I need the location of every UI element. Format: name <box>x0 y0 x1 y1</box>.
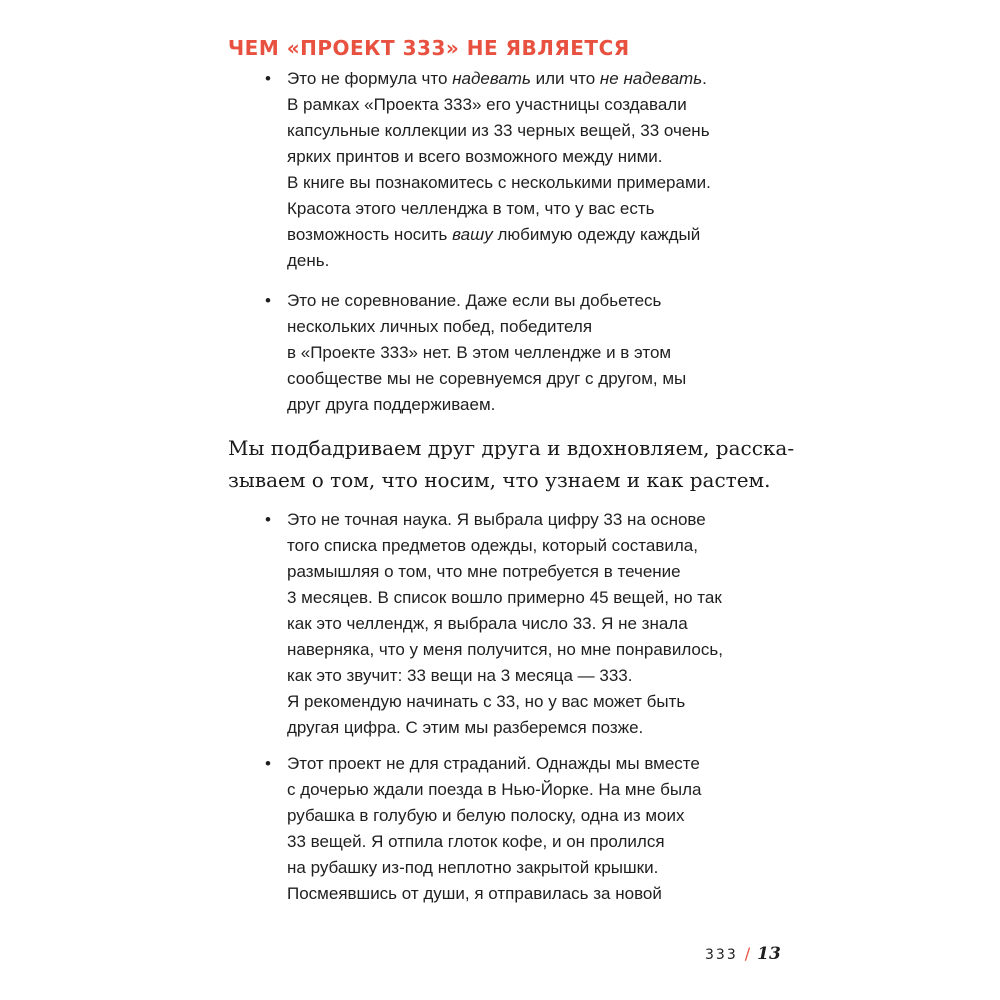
body-text: в «Проекте 333» нет. В этом челлендже и в этом <box>287 343 672 362</box>
body-text: 3 месяцев. В список вошло примерно 45 вещей, но так <box>287 588 722 607</box>
bullet-item-science <box>263 507 783 741</box>
paragraph-line <box>263 559 783 585</box>
pull-quote-line: Мы подбадриваем друг друга и вдохновляем, расска- <box>228 436 795 460</box>
paragraph-line <box>263 340 783 366</box>
emphasis-text: не надевать <box>599 69 703 88</box>
body-text: Это не формула что <box>287 69 453 88</box>
body-text: того списка предметов одежды, который составила, <box>287 536 698 555</box>
paragraph-line <box>263 144 783 170</box>
paragraph-line <box>263 366 783 392</box>
body-text: Этот проект не для страданий. Однажды мы вместе <box>287 754 700 773</box>
body-text: капсульные коллекции из 33 черных вещей, 33 очень <box>287 121 710 140</box>
bullet-dot-icon: • <box>265 754 271 773</box>
paragraph-line <box>263 118 783 144</box>
bullet-dot-icon: • <box>265 291 271 310</box>
emphasis-text: вашу <box>452 225 493 244</box>
body-text: с дочерью ждали поезда в Нью-Йорке. На мне была <box>287 780 702 799</box>
pull-quote-line: зываем о том, что носим, что узнаем и как растем. <box>228 468 771 492</box>
body-text: как это звучит: 33 вещи на 3 месяца — 333. <box>287 666 633 685</box>
body-text: Это не соревнование. Даже если вы добьетесь <box>287 291 662 310</box>
bullet-item-formula <box>263 66 783 274</box>
body-text: день. <box>287 251 330 270</box>
paragraph-line <box>263 533 783 559</box>
body-text: на рубашку из-под неплотно закрытой крышки. <box>287 858 659 877</box>
paragraph-line <box>263 507 783 533</box>
body-text: ярких принтов и всего возможного между ними. <box>287 147 663 166</box>
emphasis-text: надевать <box>452 69 531 88</box>
paragraph-line <box>263 288 783 314</box>
body-text: нескольких личных побед, победителя <box>287 317 593 336</box>
body-text: другая цифра. С этим мы разберемся позже. <box>287 718 644 737</box>
body-text: рубашка в голубую и белую полоску, одна из моих <box>287 806 685 825</box>
paragraph-line <box>263 66 783 92</box>
paragraph-line <box>263 637 783 663</box>
body-text: размышляя о том, что мне потребуется в течение <box>287 562 681 581</box>
paragraph-line <box>263 611 783 637</box>
body-text: или что <box>530 69 600 88</box>
paragraph-line <box>263 803 783 829</box>
body-text: Это не точная наука. Я выбрала цифру 33 на основе <box>287 510 706 529</box>
body-text: В книге вы познакомитесь с несколькими примерами. <box>287 173 711 192</box>
body-text: любимую одежду каждый <box>492 225 701 244</box>
body-text: сообществе мы не соревнуемся друг с другом, мы <box>287 369 687 388</box>
paragraph-line <box>263 314 783 340</box>
body-text: В рамках «Проекта 333» его участницы создавали <box>287 95 687 114</box>
paragraph-line <box>263 777 783 803</box>
paragraph-line <box>263 585 783 611</box>
paragraph-line <box>263 392 783 418</box>
body-text: наверняка, что у меня получится, но мне понравилось, <box>287 640 723 659</box>
paragraph-line <box>263 663 783 689</box>
body-text: возможность носить <box>287 225 453 244</box>
pull-quote <box>228 432 795 496</box>
page-number: 13 <box>757 944 781 964</box>
folio-separator: / <box>744 944 751 963</box>
paragraph-line <box>263 715 783 741</box>
body-text: Я рекомендую начинать с 33, но у вас может быть <box>287 692 686 711</box>
body-text: друг друга поддерживаем. <box>287 395 496 414</box>
bullet-item-suffering <box>263 751 783 907</box>
body-text: Красота этого челленджа в том, что у вас есть <box>287 199 655 218</box>
body-text: Посмеявшись от души, я отправилась за новой <box>287 884 662 903</box>
bullet-dot-icon: • <box>265 510 271 529</box>
section-heading: ЧЕМ «ПРОЕКТ 333» НЕ ЯВЛЯЕТСЯ <box>228 36 630 60</box>
book-label: 333 <box>705 947 738 963</box>
paragraph-line <box>263 751 783 777</box>
bullet-dot-icon: • <box>265 69 271 88</box>
paragraph-line <box>263 92 783 118</box>
paragraph-line <box>263 196 783 222</box>
page-folio <box>705 944 781 964</box>
body-text: . <box>702 69 707 88</box>
body-text: 33 вещей. Я отпила глоток кофе, и он пролился <box>287 832 665 851</box>
paragraph-line <box>263 855 783 881</box>
paragraph-line <box>263 170 783 196</box>
paragraph-line <box>263 829 783 855</box>
paragraph-line <box>263 881 783 907</box>
paragraph-line <box>263 689 783 715</box>
paragraph-line <box>263 222 783 248</box>
body-text: как это челлендж, я выбрала число 33. Я не знала <box>287 614 688 633</box>
bullet-item-competition <box>263 288 783 418</box>
paragraph-line <box>263 248 783 274</box>
